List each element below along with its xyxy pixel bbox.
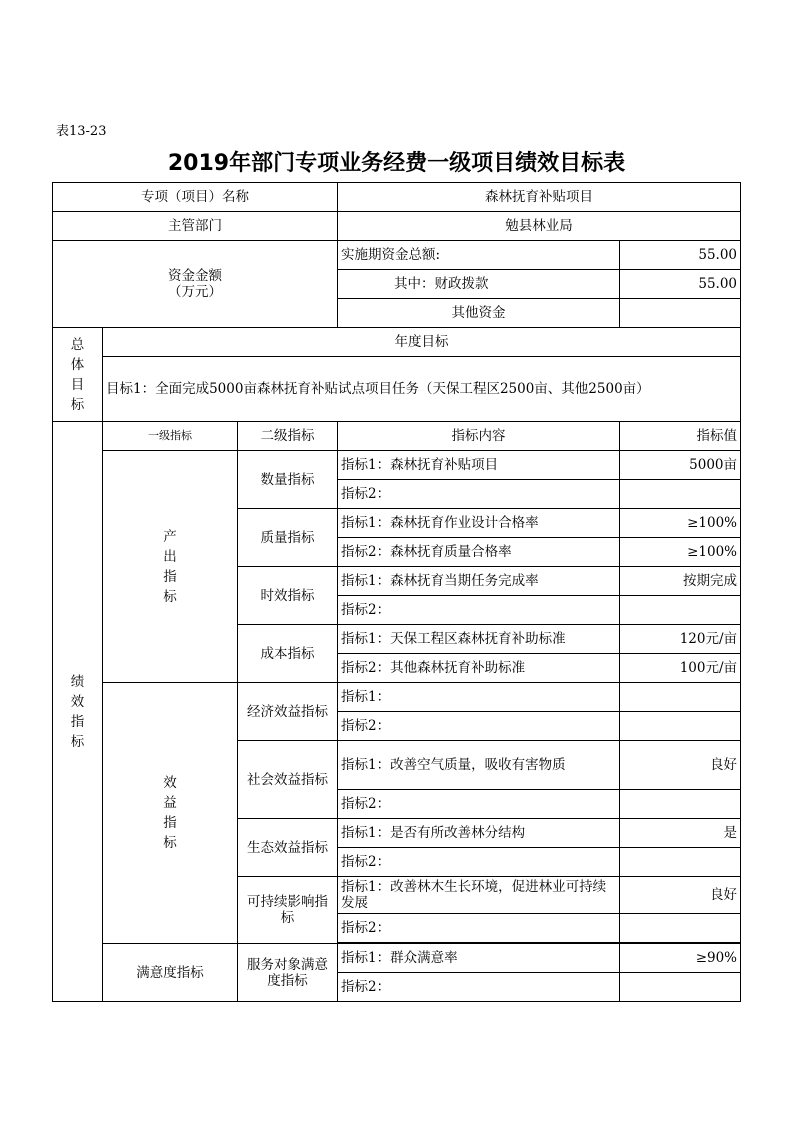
header-content: 指标内容 xyxy=(338,422,620,451)
quality-content-1: 指标1：森林抚育作业设计合格率 xyxy=(338,509,620,538)
sustainable-label: 可持续影响指标 xyxy=(238,877,338,944)
sustainable-value-1: 良好 xyxy=(620,877,741,914)
sustainable-value-2 xyxy=(620,914,741,943)
social-value-2 xyxy=(620,790,741,819)
funds-other-value xyxy=(620,299,741,328)
overall-target-label-cell xyxy=(53,328,103,422)
quality-label: 质量指标 xyxy=(238,509,338,567)
quality-value-2: ≥100% xyxy=(620,538,741,567)
ecological-label: 生态效益指标 xyxy=(238,819,338,877)
performance-target-table xyxy=(52,182,741,1002)
economic-value-2 xyxy=(620,712,741,741)
social-content-1: 指标1：改善空气质量，吸收有害物质 xyxy=(338,741,620,790)
cost-content-2: 指标2：其他森林抚育补助标准 xyxy=(338,654,620,683)
benefit-indicator-cell xyxy=(103,683,238,944)
service-content-1: 指标1：群众满意率 xyxy=(338,944,620,973)
benefit-indicator-label: 效益指标 xyxy=(163,775,177,851)
ecological-content-1: 指标1：是否有所改善林分结构 xyxy=(338,819,620,848)
dept-label: 主管部门 xyxy=(53,212,338,241)
service-content-2: 指标2： xyxy=(338,973,620,1002)
quality-content-2: 指标2：森林抚育质量合格率 xyxy=(338,538,620,567)
quality-value-1: ≥100% xyxy=(620,509,741,538)
annual-target-header: 年度目标 xyxy=(103,328,741,357)
funds-label-cell xyxy=(53,241,338,328)
sustainable-content-2: 指标2： xyxy=(338,914,620,943)
header-value: 指标值 xyxy=(620,422,741,451)
quantity-content-1: 指标1：森林抚育补贴项目 xyxy=(338,451,620,480)
header-level1: 一级指标 xyxy=(103,422,238,451)
funds-label: 资金金额 xyxy=(168,268,222,284)
page-title: 2019年部门专项业务经费一级项目绩效目标表 xyxy=(167,151,626,176)
ecological-content-2: 指标2： xyxy=(338,848,620,877)
service-value-1: ≥90% xyxy=(620,944,741,973)
timeliness-value-2 xyxy=(620,596,741,625)
funds-other-label: 其他资金 xyxy=(338,299,620,328)
cost-value-2: 100元/亩 xyxy=(620,654,741,683)
economic-value-1 xyxy=(620,683,741,712)
funds-total-label: 实施期资金总额: xyxy=(338,241,620,270)
funds-total-value: 55.00 xyxy=(620,241,741,270)
economic-label: 经济效益指标 xyxy=(238,683,338,741)
cost-label: 成本指标 xyxy=(238,625,338,683)
table-code: 表13-23 xyxy=(56,124,107,139)
cost-value-1: 120元/亩 xyxy=(620,625,741,654)
annual-target-text: 目标1：全面完成5000亩森林抚育补贴试点项目任务（天保工程区2500亩、其他2500亩） xyxy=(103,357,741,422)
economic-content-1: 指标1： xyxy=(338,683,620,712)
timeliness-content-1: 指标1：森林抚育当期任务完成率 xyxy=(338,567,620,596)
quantity-value-1: 5000亩 xyxy=(620,451,741,480)
project-name-label: 专项（项目）名称 xyxy=(53,183,338,212)
sustainable-content-1: 指标1：改善林木生长环境，促进林业可持续发展 xyxy=(338,877,620,914)
header-level2: 二级指标 xyxy=(238,422,338,451)
quantity-value-2 xyxy=(620,480,741,509)
output-indicator-label: 产出指标 xyxy=(163,528,177,605)
timeliness-label: 时效指标 xyxy=(238,567,338,625)
project-name-value: 森林抚育补贴项目 xyxy=(338,183,741,212)
ecological-value-2 xyxy=(620,848,741,877)
quantity-content-2: 指标2： xyxy=(338,480,620,509)
cost-content-1: 指标1：天保工程区森林抚育补助标准 xyxy=(338,625,620,654)
social-label: 社会效益指标 xyxy=(238,741,338,819)
social-content-2: 指标2： xyxy=(338,790,620,819)
performance-label: 绩效指标 xyxy=(70,673,85,750)
economic-content-2: 指标2： xyxy=(338,712,620,741)
funds-fiscal-label: 其中：财政拨款 xyxy=(338,270,620,299)
service-label: 服务对象满意度指标 xyxy=(238,944,338,1002)
funds-fiscal-value: 55.00 xyxy=(620,270,741,299)
output-indicator-cell xyxy=(103,451,238,683)
ecological-value-1: 是 xyxy=(620,819,741,848)
quantity-label: 数量指标 xyxy=(238,451,338,509)
timeliness-value-1: 按期完成 xyxy=(620,567,741,596)
funds-unit: （万元） xyxy=(168,284,222,300)
dept-value: 勉县林业局 xyxy=(338,212,741,241)
performance-label-cell xyxy=(53,422,103,1002)
satisfaction-indicator-label: 满意度指标 xyxy=(103,944,238,1002)
timeliness-content-2: 指标2： xyxy=(338,596,620,625)
social-value-1: 良好 xyxy=(620,741,741,790)
overall-target-label: 总体目标 xyxy=(70,336,85,413)
service-value-2 xyxy=(620,973,741,1002)
